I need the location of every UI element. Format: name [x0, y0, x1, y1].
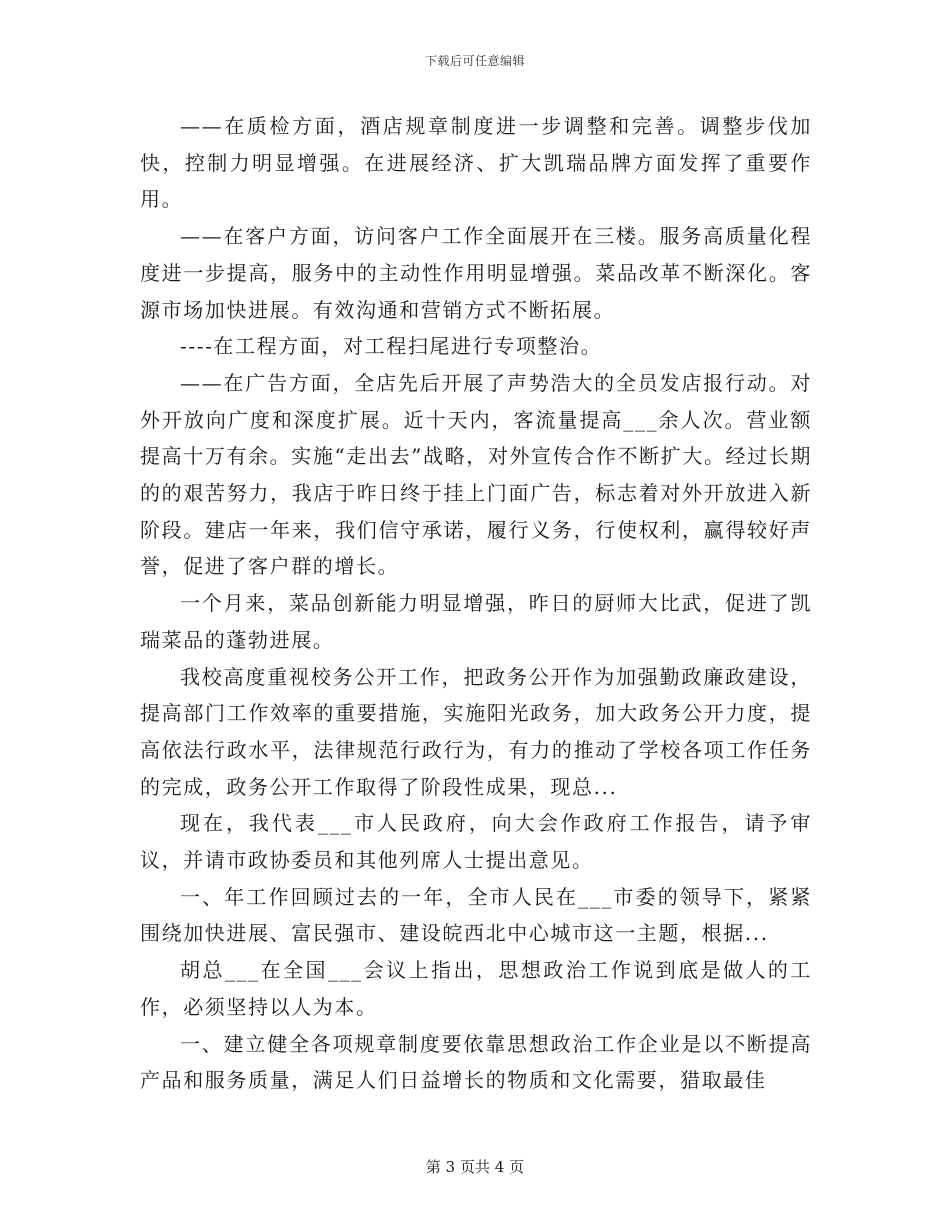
paragraph-menu-innovation: 一个月来，菜品创新能力明显增强，昨日的厨师大比武，促进了凯瑞菜品的蓬勃进展。 — [140, 591, 812, 652]
page-number: 第 3 页共 4 页 — [425, 1158, 525, 1176]
document-body — [140, 108, 812, 1099]
paragraph-engineering: ----在工程方面，对工程扫尾进行专项整治。 — [180, 334, 603, 359]
paragraph-political-work: 胡总___在全国___会议上指出，思想政治工作说到底是做人的工作，必须坚持以人为本。 — [140, 958, 812, 1019]
paragraph-government-report: 现在，我代表___市人民政府，向大会作政府工作报告，请予审议，并请市政协委员和其他列席人士提出意见。 — [140, 811, 812, 873]
paragraph-regulations: 一、建立健全各项规章制度要依靠思想政治工作企业是以不断提高产品和服务质量，满足人们日益增长的物质和文化需要，猎取最佳 — [140, 1031, 812, 1093]
paragraph-advertising: ——在广告方面，全店先后开展了声势浩大的全员发店报行动。对外开放向广度和深度扩展。近十天内，客流量提高___余人次。营业额提高十万有余。实施“走出去”战略，对外宣传合作不断扩大。经过长期的的艰苦努力，我店于昨日终于挂上门面广告，标志着对外开放进入新阶段。建店一年来，我们信守承诺，履行义务，行使权利，赢得较好声誉，促进了客户群的增长。 — [140, 370, 812, 579]
paragraph-quality: ——在质检方面，酒店规章制度进一步调整和完善。调整步伐加快，控制力明显增强。在进展经济、扩大凯瑞品牌方面发挥了重要作用。 — [140, 114, 812, 212]
paragraph-year-review: 一、年工作回顾过去的一年，全市人民在___市委的领导下，紧紧围绕加快进展、富民强市、建设皖西北中心城市这一主题，根据... — [140, 884, 812, 946]
page-header: 下载后可任意编辑 — [424, 54, 525, 68]
paragraph-customer: ——在客户方面，访问客户工作全面展开在三楼。服务高质量化程度进一步提高，服务中的主动性作用明显增强。菜品改革不断深化。客源市场加快进展。有效沟通和营销方式不断拓展。 — [140, 224, 812, 322]
paragraph-school-affairs: 我校高度重视校务公开工作，把政务公开作为加强勤政廉政建设，提高部门工作效率的重要措施，实施阳光政务，加大政务公开力度，提高依法行政水平，法律规范行政行为，有力的推动了学校各项工作任务的完成，政务公开工作取得了阶段性成果，现总... — [140, 664, 812, 799]
